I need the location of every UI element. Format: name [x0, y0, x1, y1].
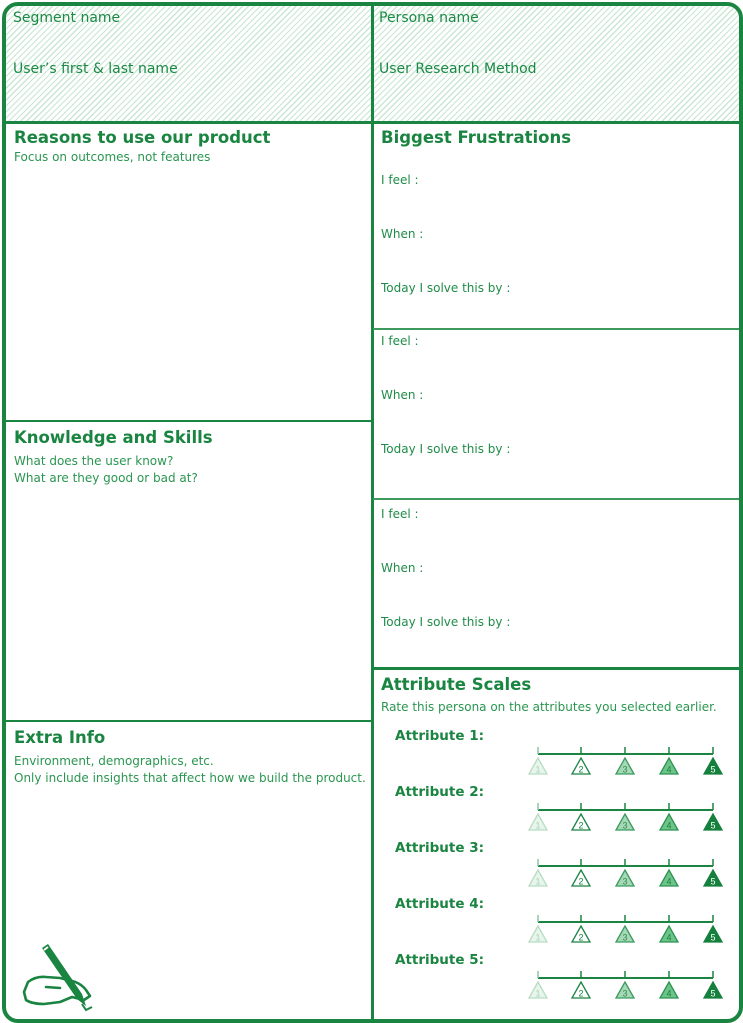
- when-label-3: When :: [381, 561, 424, 575]
- attribute-label-2: Attribute 2:: [395, 784, 485, 800]
- segment-name-label: Segment name: [13, 10, 121, 26]
- rating-option-label: 1: [535, 764, 541, 775]
- rating-option-label: 3: [622, 764, 628, 775]
- extra-title: Extra Info: [14, 728, 106, 747]
- rating-option-label: 3: [622, 876, 628, 887]
- rating-option-label: 2: [578, 764, 584, 775]
- rating-option-label: 1: [535, 876, 541, 887]
- rating-option-label: 2: [578, 932, 584, 943]
- feel-label-3: I feel :: [381, 507, 419, 521]
- attribute-label-5: Attribute 5:: [395, 952, 485, 968]
- rating-option-label: 5: [710, 764, 716, 775]
- knowledge-divider: [6, 720, 372, 722]
- attribute-label-1: Attribute 1:: [395, 728, 485, 744]
- rating-option-label: 5: [710, 820, 716, 831]
- rating-option-label: 4: [666, 988, 672, 999]
- knowledge-line-2: What are they good or bad at?: [14, 471, 198, 485]
- column-divider: [371, 6, 374, 1019]
- knowledge-line-1: What does the user know?: [14, 454, 174, 468]
- hand-writing-pencil-icon: [20, 942, 100, 1016]
- rating-option-label: 1: [535, 932, 541, 943]
- attribute-label-3: Attribute 3:: [395, 840, 485, 856]
- persona-canvas: [2, 2, 743, 1023]
- rating-scale-1[interactable]: [518, 744, 728, 780]
- attributes-title: Attribute Scales: [381, 675, 532, 694]
- solve-label-1: Today I solve this by :: [381, 281, 511, 295]
- reasons-subtitle: Focus on outcomes, not features: [14, 150, 211, 164]
- attributes-divider: [373, 667, 739, 670]
- rating-scale-5[interactable]: [518, 968, 728, 1004]
- persona-name-label: Persona name: [379, 10, 479, 26]
- knowledge-title: Knowledge and Skills: [14, 428, 213, 447]
- rating-option-label: 5: [710, 876, 716, 887]
- rating-option-label: 4: [666, 820, 672, 831]
- rating-option-label: 1: [535, 820, 541, 831]
- rating-option-label: 3: [622, 932, 628, 943]
- reasons-divider: [6, 420, 372, 422]
- header-divider: [6, 121, 739, 124]
- research-method-label: User Research Method: [379, 61, 537, 77]
- rating-option-label: 5: [710, 988, 716, 999]
- rating-option-label: 2: [578, 876, 584, 887]
- solve-label-3: Today I solve this by :: [381, 615, 511, 629]
- attribute-label-4: Attribute 4:: [395, 896, 485, 912]
- reasons-title: Reasons to use our product: [14, 128, 271, 147]
- rating-option-label: 1: [535, 988, 541, 999]
- rating-scale-4[interactable]: [518, 912, 728, 948]
- user-name-label: User’s first & last name: [13, 61, 178, 77]
- rating-option-label: 2: [578, 988, 584, 999]
- rating-option-label: 4: [666, 932, 672, 943]
- frustration-divider-1: [373, 328, 739, 330]
- extra-line-1: Environment, demographics, etc.: [14, 754, 214, 768]
- solve-label-2: Today I solve this by :: [381, 442, 511, 456]
- extra-line-2: Only include insights that affect how we build the product.: [14, 771, 366, 785]
- rating-scale-2[interactable]: [518, 800, 728, 836]
- feel-label-2: I feel :: [381, 334, 419, 348]
- rating-scale-3[interactable]: [518, 856, 728, 892]
- rating-option-label: 5: [710, 932, 716, 943]
- rating-option-label: 4: [666, 876, 672, 887]
- frustrations-title: Biggest Frustrations: [381, 128, 572, 147]
- when-label-2: When :: [381, 388, 424, 402]
- frustration-divider-2: [373, 498, 739, 500]
- rating-option-label: 4: [666, 764, 672, 775]
- rating-option-label: 3: [622, 988, 628, 999]
- rating-option-label: 3: [622, 820, 628, 831]
- feel-label-1: I feel :: [381, 173, 419, 187]
- attributes-subtitle: Rate this persona on the attributes you selected earlier.: [381, 700, 717, 714]
- when-label-1: When :: [381, 227, 424, 241]
- rating-option-label: 2: [578, 820, 584, 831]
